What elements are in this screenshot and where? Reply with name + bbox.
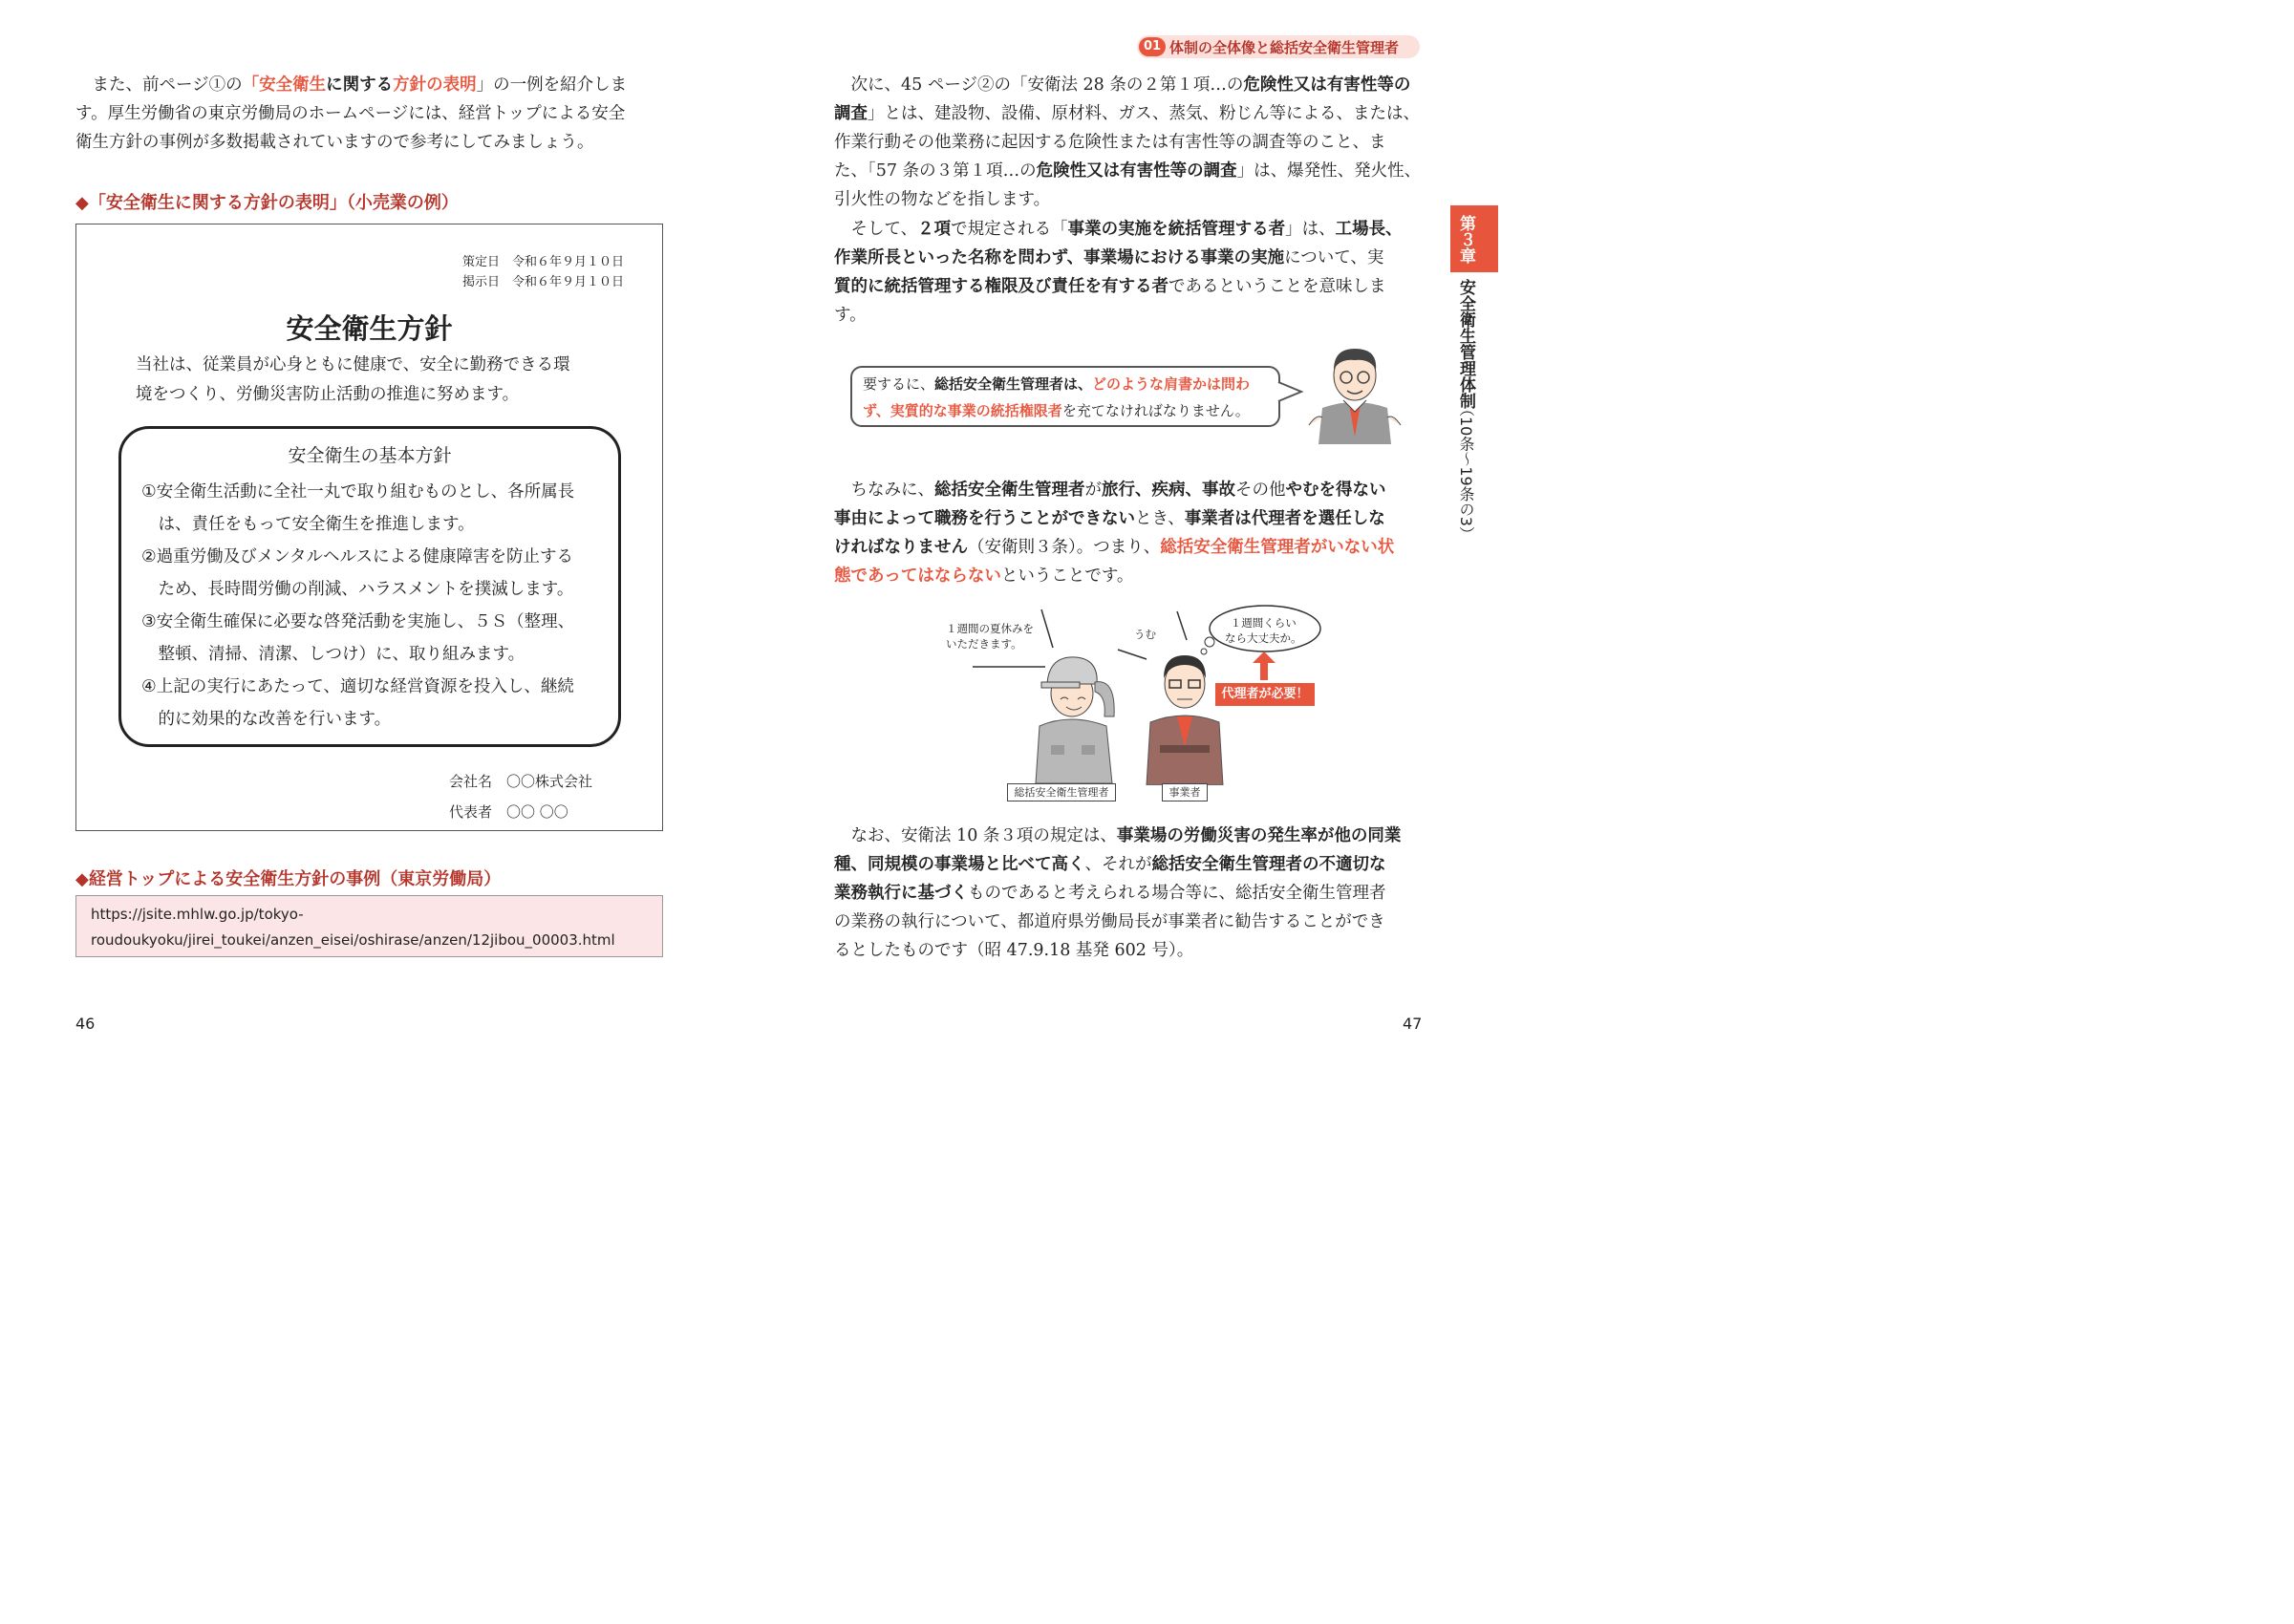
bubble-text: 要するに、総括安全衛生管理者は、どのような肩書かは問わ ず、実質的な事業の統括権限者を充てなければなりません。: [863, 375, 1251, 419]
page-number-right: 47: [1403, 1015, 1423, 1033]
list-item: ②過重労働及びメンタルヘルスによる健康障害を防止する: [141, 547, 573, 566]
presenter-illustration: [1305, 341, 1404, 444]
chapter-number: 第３章: [1456, 215, 1475, 264]
policy-title: 安全衛生方針: [286, 312, 453, 345]
label-employer: 事業者: [1162, 783, 1208, 801]
policy-statement: 当社は、従業員が心身ともに健康で、安全に勤務できる環 境をつくり、労働災害防止活動の推進に努めます。: [136, 355, 570, 404]
list-item: 的に効果的な改善を行います。: [141, 710, 392, 729]
basic-policy-title: 安全衛生の基本方針: [288, 445, 452, 466]
section-heading-tokyo-examples: ◆経営トップによる安全衛生方針の事例（東京労働局）: [75, 869, 502, 889]
bubble-tail: [1276, 378, 1305, 407]
list-item: 整頓、清掃、清潔、しつけ）に、取り組みます。: [141, 645, 525, 664]
employer-illustration: [1137, 642, 1233, 785]
paragraph-2: そして、２項で規定される「事業の実施を統括管理する者」は、工場長、 作業所長といった名称を問わず、事業場における事業の実施について、実 質的に統括管理する権限及び責任を有する者であるということを意味しま す。: [834, 220, 1403, 325]
speech-vacation: １週間の夏休みを いただきます。: [946, 622, 1034, 651]
list-item: ④上記の実行にあたって、適切な経営資源を投入し、継続: [141, 677, 574, 696]
alert-badge: 代理者が必要！: [1215, 683, 1315, 706]
section-heading-policy-example: ◆「安全衛生に関する方針の表明」（小売業の例）: [75, 193, 459, 213]
policy-signature: 会社名 〇〇株式会社 代表者 〇〇 〇〇: [449, 773, 593, 821]
paragraph-4: なお、安衛法 10 条３項の規定は、事業場の労働災害の発生率が他の同業 種、同規模の事業場と比べて高く、それが総括安全衛生管理者の不適切な 業務執行に基づくものであると考えられる場合等に、総括安全衛生管理者 の業務の執行について、都道府県労働局長が事業者に勧告することができ るとしたものです（昭 47.9.18 基発 602 号）。: [834, 826, 1402, 960]
list-item: ①安全衛生活動に全社一丸で取り組むものとし、各所属長: [141, 482, 575, 502]
chapter-range: （10条〜19条の3）: [1457, 401, 1475, 542]
page-number-left: 46: [75, 1015, 96, 1033]
policy-dates: 策定日 令和６年９月１０日 掲示日 令和６年９月１０日: [462, 255, 625, 289]
intro-paragraph: また、前ページ①の「安全衛生に関する方針の表明」の一例を紹介しま す。厚生労働省の東京労働局のホームページには、経営トップによる安全 衛生方針の事例が多数掲載されていますので参考にしてみましょう。: [75, 75, 628, 152]
thought-text: １週間くらい なら大丈夫か。: [1225, 616, 1302, 645]
paragraph-1: 次に、45 ページ②の「安衛法 28 条の２第１項…の危険性又は有害性等の 調査」とは、建設物、設備、原材料、ガス、蒸気、粉じん等による、または、 作業行動その他業務に起因する危険性または有害性等の調査等のこと、ま た、「57 条の３第１項…の危険性又は有害性等の調査」は、爆発性、発火性、 引火性の物などを指します。: [834, 75, 1422, 209]
worker-illustration: [1022, 650, 1137, 783]
section-tag-number: 01: [1139, 37, 1166, 56]
up-arrow-icon: [1253, 652, 1276, 680]
basic-policy-list: [141, 476, 574, 736]
list-item: は、責任をもって安全衛生を推進します。: [141, 515, 475, 534]
list-item: ③安全衛生確保に必要な啓発活動を実施し、５Ｓ（整理、: [141, 612, 575, 631]
speech-umu: うむ: [1134, 628, 1156, 641]
reference-url[interactable]: https://jsite.mhlw.go.jp/tokyo- roudoukyoku/jirei_toukei/anzen_eisei/oshirase/anzen/12jibou_00003.html: [91, 906, 615, 949]
list-item: ため、長時間労働の削減、ハラスメントを撲滅します。: [141, 580, 574, 599]
chapter-title: 安全衛生管理体制: [1456, 279, 1475, 409]
section-tag-text: 体制の全体像と総括安全衛生管理者: [1169, 39, 1400, 56]
paragraph-3: ちなみに、総括安全衛生管理者が旅行、疾病、事故その他やむを得ない 事由によって職務を行うことができないとき、事業者は代理者を選任しな ければなりません（安衛則３条）。つまり、総括安全衛生管理者がいない状 態であってはならないということです。: [834, 481, 1395, 586]
label-general-manager: 総括安全衛生管理者: [1007, 783, 1116, 801]
